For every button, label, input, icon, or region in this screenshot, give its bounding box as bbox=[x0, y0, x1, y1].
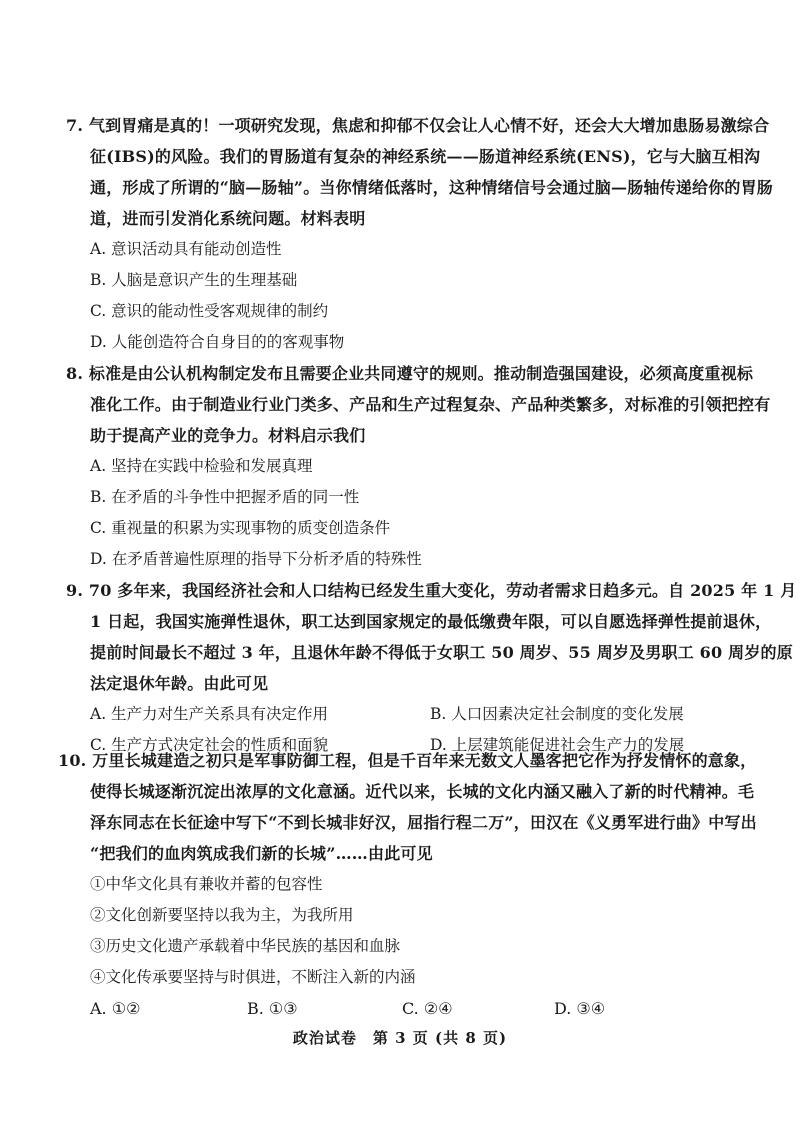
question-10-line-4: “把我们的血肉筑成我们新的长城”……由此可见 bbox=[90, 844, 433, 863]
question-7 bbox=[66, 110, 774, 358]
question-8-line-3: 助于提高产业的竞争力。材料启示我们 bbox=[90, 426, 366, 445]
question-9 bbox=[66, 575, 797, 761]
question-7-option-c: C. 意识的能动性受客观规律的制约 bbox=[90, 302, 329, 320]
question-8-option-a: A. 坚持在实践中检验和发展真理 bbox=[90, 457, 313, 475]
question-7-option-d: D. 人能创造符合自身目的的客观事物 bbox=[90, 333, 345, 351]
question-10-choices bbox=[70, 993, 750, 1024]
question-10-choice-d: D. ③④ bbox=[554, 999, 606, 1018]
question-8-line-1: 8. 标准是由公认机构制定发布且需要企业共同遵守的规则。推动制造强国建设，必须高度重视标 bbox=[66, 364, 754, 383]
page-footer: 政治试卷 第 3 页 (共 8 页) bbox=[292, 1029, 508, 1047]
question-9-line-4: 法定退休年龄。由此可见 bbox=[90, 674, 269, 693]
question-9-line-3: 提前时间最长不超过 3 年，且退休年龄不得低于女职工 50 周岁、55 周岁及男职工 60 周岁的原 bbox=[90, 643, 793, 662]
question-8-option-c: C. 重视量的积累为实现事物的质变创造条件 bbox=[90, 519, 391, 537]
question-10-statement-2: ②文化创新要坚持以我为主，为我所用 bbox=[90, 906, 354, 924]
question-9-line-2: 1 日起，我国实施弹性退休，职工达到国家规定的最低缴费年限，可以自愿选择弹性提前退休， bbox=[90, 612, 772, 631]
question-7-line-3: 通，形成了所谓的“脑—肠轴”。当你情绪低落时，这种情绪信号会通过脑—肠轴传递给你的胃肠 bbox=[90, 178, 774, 197]
question-10-choice-c: C. ②④ bbox=[402, 999, 453, 1018]
question-9-option-a: A. 生产力对生产关系具有决定作用 bbox=[90, 705, 329, 723]
question-8-line-2: 准化工作。由于制造业行业门类多、产品和生产过程复杂、产品种类繁多，对标准的引领把控有 bbox=[90, 395, 771, 414]
question-9-option-c: C. 生产方式决定社会的性质和面貌 bbox=[90, 736, 329, 754]
question-7-line-1: 7. 气到胃痛是真的！一项研究发现，焦虑和抑郁不仅会让人心情不好，还会大大增加患肠易激综合 bbox=[66, 116, 770, 135]
question-7-option-b: B. 人脑是意识产生的生理基础 bbox=[90, 271, 298, 289]
question-9-option-b: B. 人口因素决定社会制度的变化发展 bbox=[430, 705, 684, 723]
question-10-statement-4: ④文化传承要坚持与时俱进，不断注入新的内涵 bbox=[90, 968, 416, 986]
question-8 bbox=[66, 358, 771, 575]
question-10-statement-3: ③历史文化遗产承载着中华民族的基因和血脉 bbox=[90, 937, 401, 955]
question-9-line-1: 9. 70 多年来，我国经济社会和人口结构已经发生重大变化，劳动者需求日趋多元。自 2025 年 1 月 bbox=[66, 581, 797, 600]
question-9-option-d: D. 上层建筑能促进社会生产力的发展 bbox=[430, 736, 685, 754]
question-8-option-d: D. 在矛盾普遍性原理的指导下分析矛盾的特殊性 bbox=[90, 550, 422, 568]
question-10-choice-b: B. ①③ bbox=[247, 999, 298, 1018]
question-7-option-a: A. 意识活动具有能动创造性 bbox=[90, 240, 282, 258]
question-9-options-row-1 bbox=[70, 699, 750, 730]
question-10-choice-a: A. ①② bbox=[90, 999, 141, 1018]
question-10-line-1: 10. 万里长城建造之初只是军事防御工程，但是千百年来无数文人墨客把它作为抒发情怀的意象， bbox=[58, 751, 757, 770]
question-10-line-2: 使得长城逐渐沉淀出浓厚的文化意涵。近代以来，长城的文化内涵又融入了新的时代精神。毛 bbox=[90, 782, 755, 801]
question-7-line-2: 征(IBS)的风险。我们的胃肠道有复杂的神经系统——肠道神经系统(ENS)，它与大脑互相沟 bbox=[90, 147, 761, 166]
question-10-statement-1: ①中华文化具有兼收并蓄的包容性 bbox=[90, 875, 323, 893]
question-8-option-b: B. 在矛盾的斗争性中把握矛盾的同一性 bbox=[90, 488, 360, 506]
question-7-line-4: 道，进而引发消化系统问题。材料表明 bbox=[90, 209, 366, 228]
question-10 bbox=[58, 745, 757, 1024]
question-10-line-3: 泽东同志在长征途中写下“不到长城非好汉，屈指行程二万”，田汉在《义勇军进行曲》中写出 bbox=[90, 813, 757, 832]
